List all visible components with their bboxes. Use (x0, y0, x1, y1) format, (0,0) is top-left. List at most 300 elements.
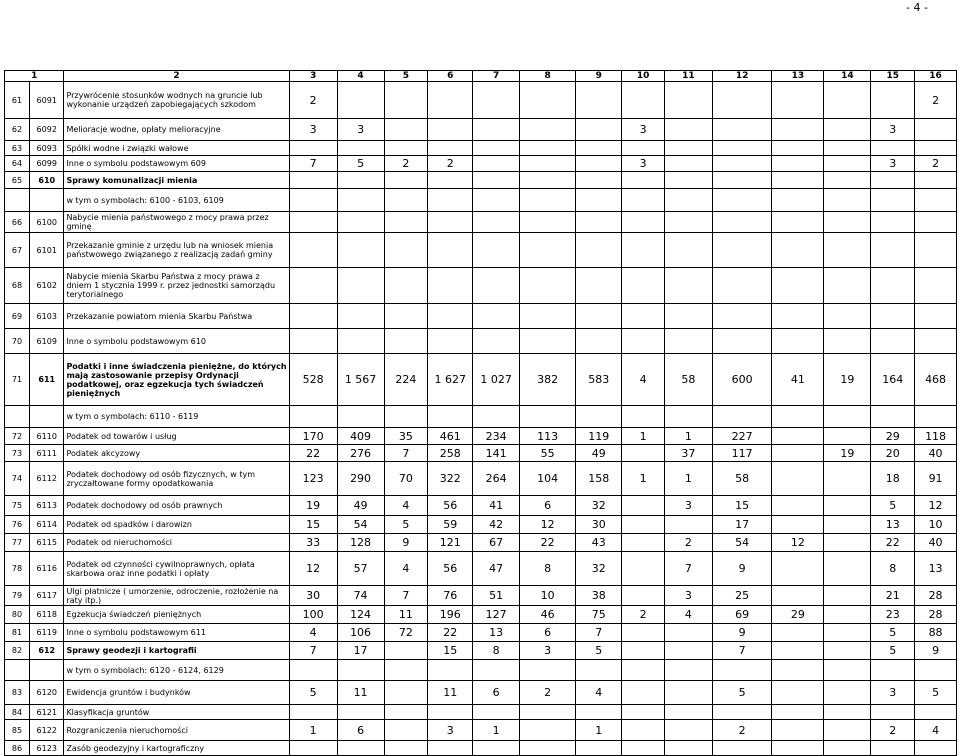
value-cell (576, 329, 622, 354)
row-number: 84 (5, 705, 30, 720)
value-cell (915, 141, 957, 156)
value-cell: 8 (520, 552, 576, 586)
value-cell: 121 (428, 534, 473, 552)
table-row (5, 496, 957, 516)
value-cell: 3 (871, 156, 915, 172)
value-cell (384, 660, 428, 681)
value-cell: 583 (576, 354, 622, 406)
value-cell (520, 189, 576, 212)
value-cell (384, 741, 428, 756)
value-cell: 29 (871, 428, 915, 445)
value-cell (576, 741, 622, 756)
description: Egzekucja świadczeń pieniężnych (64, 606, 289, 624)
value-cell (772, 268, 824, 304)
symbol-code: 6117 (30, 586, 64, 606)
value-cell (824, 642, 871, 660)
value-cell: 70 (384, 462, 428, 496)
value-cell (384, 304, 428, 329)
value-cell: 528 (289, 354, 337, 406)
value-cell (428, 406, 473, 428)
value-cell (824, 233, 871, 268)
description: Sprawy komunalizacji mienia (64, 172, 289, 189)
value-cell (824, 172, 871, 189)
value-cell (384, 119, 428, 141)
value-cell: 600 (712, 354, 771, 406)
value-cell (289, 212, 337, 233)
value-cell (520, 268, 576, 304)
value-cell: 54 (712, 534, 771, 552)
value-cell (337, 189, 384, 212)
value-cell: 5 (871, 642, 915, 660)
value-cell (871, 741, 915, 756)
value-cell (824, 428, 871, 445)
value-cell (289, 660, 337, 681)
value-cell (384, 642, 428, 660)
row-number: 80 (5, 606, 30, 624)
value-cell (664, 233, 712, 268)
value-cell: 4 (664, 606, 712, 624)
row-number: 72 (5, 428, 30, 445)
value-cell (384, 233, 428, 268)
value-cell: 47 (473, 552, 520, 586)
value-cell (772, 660, 824, 681)
value-cell (712, 268, 771, 304)
value-cell (384, 681, 428, 705)
value-cell: 117 (712, 445, 771, 462)
value-cell (772, 720, 824, 741)
value-cell: 2 (915, 82, 957, 119)
value-cell (622, 552, 665, 586)
header-row (5, 71, 957, 82)
value-cell (772, 428, 824, 445)
row-number: 75 (5, 496, 30, 516)
value-cell (772, 552, 824, 586)
value-cell (664, 624, 712, 642)
value-cell: 3 (337, 119, 384, 141)
value-cell (384, 268, 428, 304)
value-cell (712, 660, 771, 681)
value-cell: 18 (871, 462, 915, 496)
table-row (5, 233, 957, 268)
symbol-code: 6091 (30, 82, 64, 119)
value-cell (622, 720, 665, 741)
value-cell: 58 (712, 462, 771, 496)
symbol-code: 6116 (30, 552, 64, 586)
column-header: 1 (5, 71, 64, 82)
value-cell (915, 268, 957, 304)
value-cell: 12 (915, 496, 957, 516)
value-cell (428, 741, 473, 756)
table-row (5, 642, 957, 660)
value-cell (337, 329, 384, 354)
table-row (5, 329, 957, 354)
value-cell: 49 (576, 445, 622, 462)
symbol-code: 6112 (30, 462, 64, 496)
symbol-code: 6102 (30, 268, 64, 304)
value-cell: 11 (384, 606, 428, 624)
value-cell (664, 212, 712, 233)
value-cell: 113 (520, 428, 576, 445)
value-cell (520, 233, 576, 268)
value-cell: 1 627 (428, 354, 473, 406)
table-row (5, 552, 957, 586)
value-cell: 264 (473, 462, 520, 496)
value-cell (772, 516, 824, 534)
value-cell (473, 233, 520, 268)
description: Podatek dochodowy od osób fizycznych, w tym zryczałtowane formy opodatkowania (64, 462, 289, 496)
description: w tym o symbolach: 6120 - 6124, 6129 (64, 660, 289, 681)
value-cell: 23 (871, 606, 915, 624)
value-cell: 1 (622, 428, 665, 445)
value-cell (289, 233, 337, 268)
value-cell (473, 304, 520, 329)
row-number: 62 (5, 119, 30, 141)
value-cell (772, 496, 824, 516)
value-cell (712, 705, 771, 720)
value-cell (622, 172, 665, 189)
value-cell: 51 (473, 586, 520, 606)
value-cell (712, 172, 771, 189)
value-cell (824, 741, 871, 756)
value-cell: 13 (915, 552, 957, 586)
column-header: 15 (871, 71, 915, 82)
value-cell: 128 (337, 534, 384, 552)
value-cell (824, 720, 871, 741)
value-cell: 5 (384, 516, 428, 534)
value-cell (428, 233, 473, 268)
value-cell (428, 82, 473, 119)
row-number: 85 (5, 720, 30, 741)
value-cell (428, 189, 473, 212)
symbol-code: 6115 (30, 534, 64, 552)
value-cell (428, 329, 473, 354)
description: Inne o symbolu podstawowym 611 (64, 624, 289, 642)
value-cell: 7 (664, 552, 712, 586)
value-cell (824, 606, 871, 624)
value-cell (664, 741, 712, 756)
value-cell (664, 660, 712, 681)
value-cell: 72 (384, 624, 428, 642)
value-cell: 9 (384, 534, 428, 552)
value-cell (664, 156, 712, 172)
description: Podatek od czynności cywilnoprawnych, opłata skarbowa oraz inne podatki i opłaty (64, 552, 289, 586)
value-cell: 124 (337, 606, 384, 624)
value-cell (576, 304, 622, 329)
value-cell (337, 212, 384, 233)
value-cell (664, 516, 712, 534)
symbol-code: 610 (30, 172, 64, 189)
value-cell (712, 406, 771, 428)
value-cell (384, 705, 428, 720)
value-cell (520, 720, 576, 741)
value-cell: 141 (473, 445, 520, 462)
table-row (5, 705, 957, 720)
value-cell (824, 516, 871, 534)
value-cell: 3 (622, 119, 665, 141)
value-cell: 276 (337, 445, 384, 462)
value-cell (473, 119, 520, 141)
value-cell: 2 (871, 720, 915, 741)
page-number: - 4 - (906, 1, 928, 14)
row-number: 63 (5, 141, 30, 156)
description: w tym o symbolach: 6100 - 6103, 6109 (64, 189, 289, 212)
value-cell (824, 406, 871, 428)
value-cell (289, 406, 337, 428)
value-cell (289, 304, 337, 329)
value-cell: 29 (772, 606, 824, 624)
value-cell (772, 681, 824, 705)
value-cell (473, 212, 520, 233)
value-cell: 40 (915, 445, 957, 462)
table-row (5, 119, 957, 141)
value-cell (622, 624, 665, 642)
value-cell: 75 (576, 606, 622, 624)
value-cell (622, 406, 665, 428)
description: Nabycie mienia państwowego z mocy prawa przez gminę (64, 212, 289, 233)
value-cell (871, 304, 915, 329)
symbol-code: 612 (30, 642, 64, 660)
value-cell: 3 (520, 642, 576, 660)
value-cell (772, 445, 824, 462)
description: Nabycie mienia Skarbu Państwa z mocy prawa z dniem 1 stycznia 1999 r. przez jednostki samorządu terytorialnego (64, 268, 289, 304)
row-number: 65 (5, 172, 30, 189)
value-cell (664, 329, 712, 354)
value-cell: 1 567 (337, 354, 384, 406)
value-cell: 227 (712, 428, 771, 445)
row-number (5, 406, 30, 428)
value-cell: 4 (289, 624, 337, 642)
value-cell: 41 (772, 354, 824, 406)
column-header: 11 (664, 71, 712, 82)
value-cell (473, 189, 520, 212)
value-cell: 15 (712, 496, 771, 516)
table-row (5, 516, 957, 534)
value-cell: 2 (622, 606, 665, 624)
value-cell: 7 (289, 156, 337, 172)
value-cell: 5 (871, 496, 915, 516)
value-cell: 41 (473, 496, 520, 516)
value-cell: 67 (473, 534, 520, 552)
value-cell (576, 141, 622, 156)
value-cell (428, 705, 473, 720)
value-cell (473, 156, 520, 172)
description: Podatek od spadków i darowizn (64, 516, 289, 534)
value-cell: 91 (915, 462, 957, 496)
description: Podatek akcyzowy (64, 445, 289, 462)
column-header: 8 (520, 71, 576, 82)
value-cell (712, 119, 771, 141)
value-cell: 25 (712, 586, 771, 606)
value-cell (337, 233, 384, 268)
value-cell: 3 (871, 681, 915, 705)
value-cell (622, 496, 665, 516)
value-cell: 76 (428, 586, 473, 606)
value-cell: 5 (576, 642, 622, 660)
symbol-code: 6093 (30, 141, 64, 156)
value-cell (576, 82, 622, 119)
value-cell (289, 268, 337, 304)
value-cell (520, 141, 576, 156)
value-cell (664, 141, 712, 156)
value-cell: 30 (576, 516, 622, 534)
symbol-code: 6099 (30, 156, 64, 172)
value-cell (712, 233, 771, 268)
value-cell (622, 304, 665, 329)
value-cell (622, 741, 665, 756)
value-cell (337, 172, 384, 189)
symbol-code: 6118 (30, 606, 64, 624)
value-cell (824, 156, 871, 172)
table-row (5, 660, 957, 681)
column-header: 13 (772, 71, 824, 82)
value-cell (824, 329, 871, 354)
symbol-code: 611 (30, 354, 64, 406)
value-cell: 382 (520, 354, 576, 406)
value-cell: 88 (915, 624, 957, 642)
value-cell (772, 156, 824, 172)
value-cell (473, 705, 520, 720)
value-cell: 35 (384, 428, 428, 445)
table-row (5, 606, 957, 624)
value-cell: 69 (712, 606, 771, 624)
value-cell: 7 (384, 445, 428, 462)
value-cell: 74 (337, 586, 384, 606)
value-cell: 58 (664, 354, 712, 406)
value-cell (915, 119, 957, 141)
value-cell (871, 82, 915, 119)
row-number: 67 (5, 233, 30, 268)
value-cell: 49 (337, 496, 384, 516)
value-cell (915, 212, 957, 233)
description: Podatek dochodowy od osób prawnych (64, 496, 289, 516)
value-cell (289, 172, 337, 189)
value-cell: 19 (824, 354, 871, 406)
value-cell (712, 82, 771, 119)
value-cell (712, 741, 771, 756)
value-cell (915, 304, 957, 329)
description: Inne o symbolu podstawowym 609 (64, 156, 289, 172)
value-cell (622, 329, 665, 354)
value-cell (664, 304, 712, 329)
value-cell (576, 233, 622, 268)
value-cell: 6 (520, 496, 576, 516)
table-row (5, 354, 957, 406)
value-cell: 6 (473, 681, 520, 705)
value-cell (622, 212, 665, 233)
value-cell: 234 (473, 428, 520, 445)
value-cell (915, 329, 957, 354)
value-cell (473, 268, 520, 304)
value-cell (772, 119, 824, 141)
value-cell: 57 (337, 552, 384, 586)
value-cell (473, 329, 520, 354)
value-cell (664, 406, 712, 428)
value-cell (664, 705, 712, 720)
value-cell: 322 (428, 462, 473, 496)
value-cell: 32 (576, 552, 622, 586)
value-cell: 40 (915, 534, 957, 552)
value-cell (428, 304, 473, 329)
value-cell: 258 (428, 445, 473, 462)
value-cell: 19 (289, 496, 337, 516)
value-cell: 5 (289, 681, 337, 705)
description: Przekazanie powiatom mienia Skarbu Państwa (64, 304, 289, 329)
value-cell (576, 189, 622, 212)
value-cell (664, 642, 712, 660)
value-cell (712, 156, 771, 172)
value-cell: 1 (664, 462, 712, 496)
table-row (5, 156, 957, 172)
symbol-code: 6121 (30, 705, 64, 720)
value-cell (576, 705, 622, 720)
value-cell (428, 119, 473, 141)
value-cell (772, 586, 824, 606)
symbol-code (30, 660, 64, 681)
table-row (5, 172, 957, 189)
value-cell (289, 705, 337, 720)
value-cell: 11 (428, 681, 473, 705)
value-cell: 15 (289, 516, 337, 534)
table-row (5, 681, 957, 705)
value-cell: 37 (664, 445, 712, 462)
value-cell (520, 406, 576, 428)
value-cell (871, 172, 915, 189)
column-header: 7 (473, 71, 520, 82)
value-cell (337, 660, 384, 681)
value-cell (384, 212, 428, 233)
value-cell: 43 (576, 534, 622, 552)
value-cell (384, 172, 428, 189)
value-cell (384, 189, 428, 212)
value-cell (915, 406, 957, 428)
value-cell: 10 (520, 586, 576, 606)
value-cell (772, 172, 824, 189)
value-cell (576, 156, 622, 172)
value-cell: 7 (289, 642, 337, 660)
value-cell: 12 (520, 516, 576, 534)
value-cell: 19 (824, 445, 871, 462)
value-cell (520, 304, 576, 329)
description: Przekazanie gminie z urzędu lub na wniosek mienia państwowego związanego z realizacją zadań gminy (64, 233, 289, 268)
row-number: 68 (5, 268, 30, 304)
value-cell (915, 705, 957, 720)
value-cell (871, 660, 915, 681)
row-number: 78 (5, 552, 30, 586)
value-cell: 9 (712, 552, 771, 586)
symbol-code: 6123 (30, 741, 64, 756)
value-cell: 22 (871, 534, 915, 552)
value-cell (772, 642, 824, 660)
value-cell (772, 141, 824, 156)
row-number: 64 (5, 156, 30, 172)
value-cell: 6 (337, 720, 384, 741)
value-cell (772, 189, 824, 212)
value-cell (871, 189, 915, 212)
value-cell: 9 (712, 624, 771, 642)
value-cell: 4 (384, 496, 428, 516)
row-number: 66 (5, 212, 30, 233)
value-cell (824, 586, 871, 606)
value-cell (520, 82, 576, 119)
description: Zasób geodezyjny i kartograficzny (64, 741, 289, 756)
value-cell (712, 304, 771, 329)
symbol-code: 6110 (30, 428, 64, 445)
column-header: 2 (64, 71, 289, 82)
value-cell (772, 212, 824, 233)
value-cell (871, 141, 915, 156)
row-number (5, 189, 30, 212)
value-cell (772, 233, 824, 268)
